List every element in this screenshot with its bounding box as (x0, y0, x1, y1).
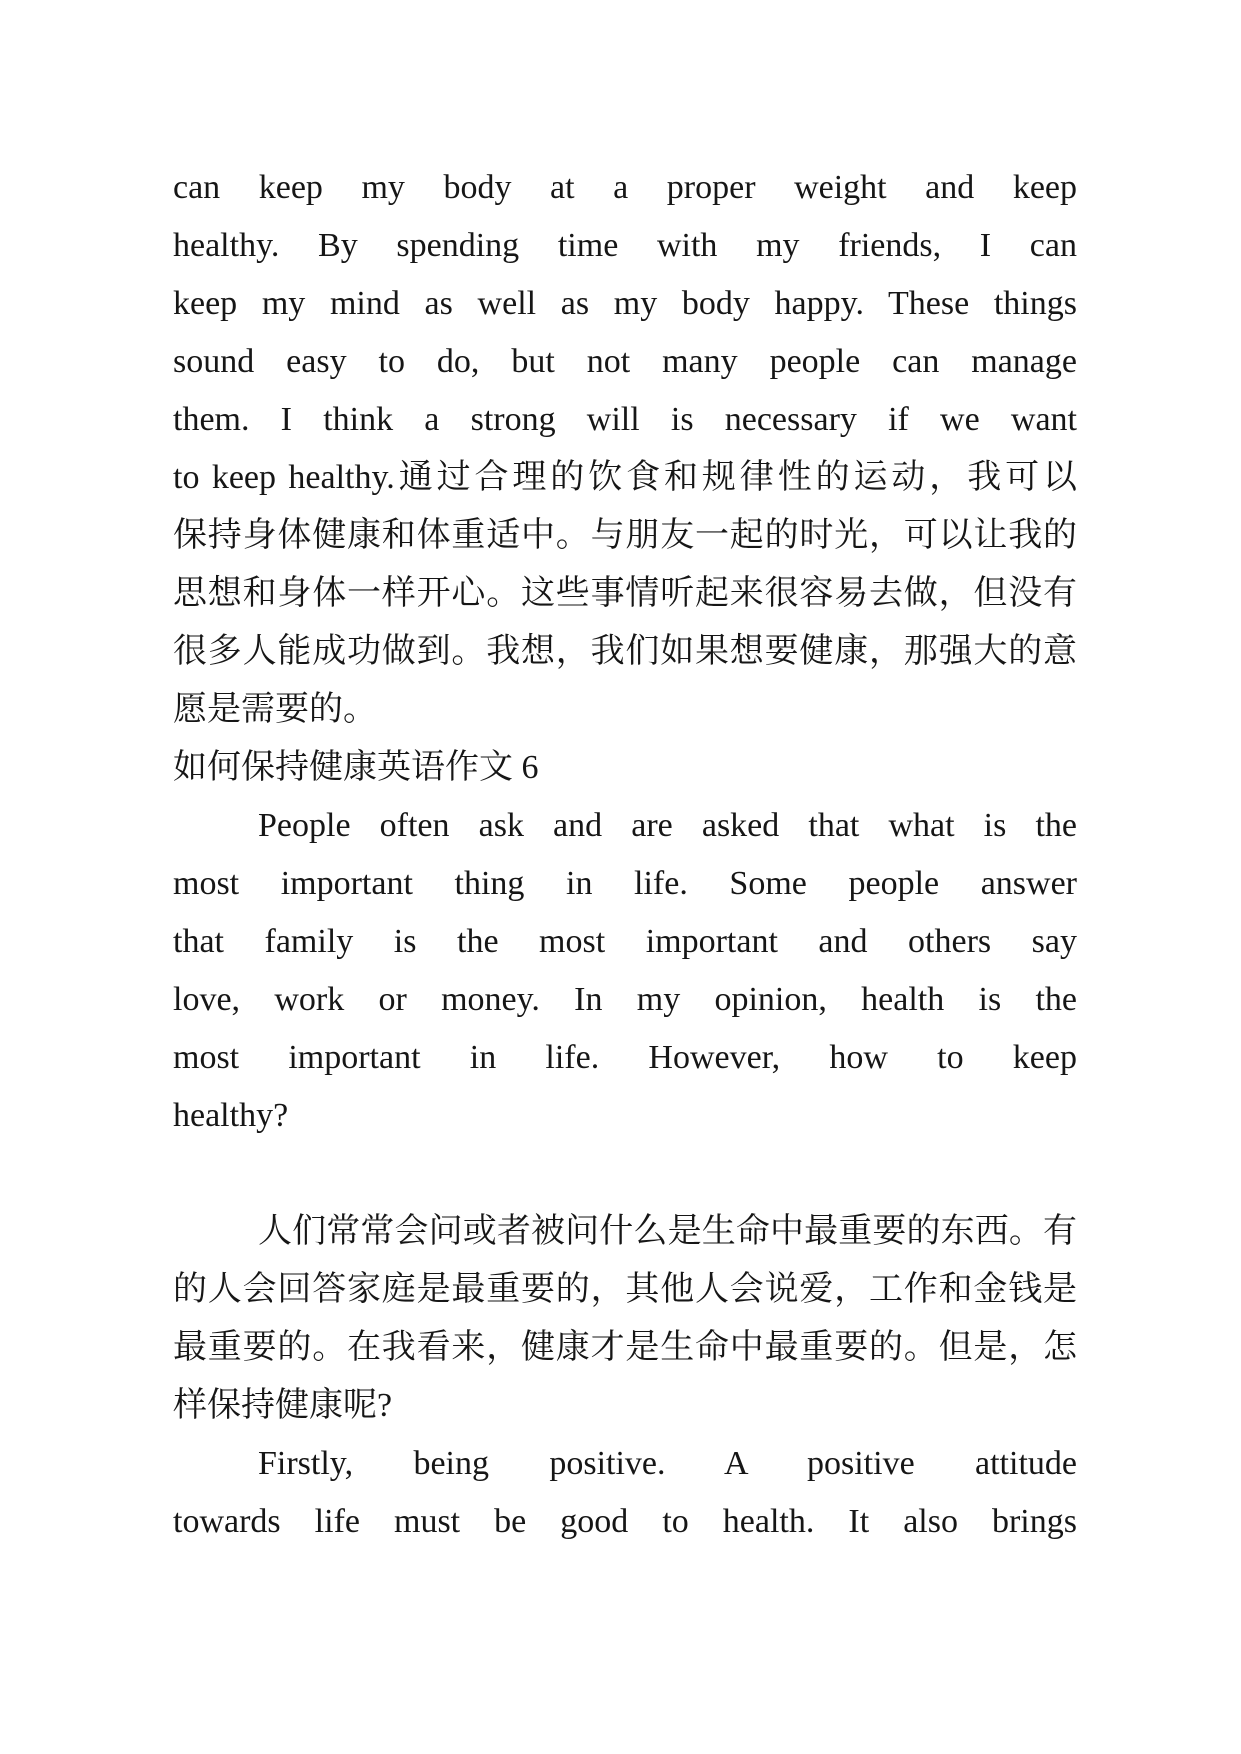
text-line: love, work or money. In my opinion, health is the (173, 981, 1077, 1018)
text-line: healthy? (173, 1097, 289, 1134)
essay-heading: 如何保持健康英语作文 6 (173, 749, 539, 786)
paragraph-gap (173, 1145, 1077, 1203)
text-line: 最重要的。在我看来，健康才是生命中最重要的。但是，怎 (173, 1329, 1077, 1366)
text-line: most important thing in life. Some people answer (173, 865, 1077, 902)
text-line: towards life must be good to health. It also brings (173, 1503, 1077, 1540)
text-line: sound easy to do, but not many people can manage (173, 343, 1077, 380)
text-line: 的人会回答家庭是最重要的，其他人会说爱，工作和金钱是 (173, 1271, 1077, 1308)
text-line: keep my mind as well as my body happy. These things (173, 285, 1077, 322)
text-line: can keep my body at a proper weight and keep (173, 169, 1077, 206)
text-line: 样保持健康呢? (173, 1387, 393, 1424)
text-line: to keep healthy.通过合理的饮食和规律性的运动，我可以 (173, 459, 1077, 496)
text-line: 人们常常会问或者被问什么是生命中最重要的东西。有 (258, 1213, 1077, 1250)
text-line: 思想和身体一样开心。这些事情听起来很容易去做，但没有 (173, 575, 1077, 612)
text-line: healthy. By spending time with my friends, I can (173, 227, 1077, 264)
text-line: that family is the most important and others say (173, 923, 1077, 960)
text-line: Firstly, being positive. A positive attitude (258, 1445, 1077, 1482)
text-line: People often ask and are asked that what is the (258, 807, 1077, 844)
text-line: 愿是需要的。 (173, 691, 377, 728)
text-line: 很多人能成功做到。我想，我们如果想要健康，那强大的意 (173, 633, 1077, 670)
text-line: 保持身体健康和体重适中。与朋友一起的时光，可以让我的 (173, 517, 1077, 554)
text-line: most important in life. However, how to keep (173, 1039, 1077, 1076)
text-line: them. I think a strong will is necessary if we want (173, 401, 1077, 438)
